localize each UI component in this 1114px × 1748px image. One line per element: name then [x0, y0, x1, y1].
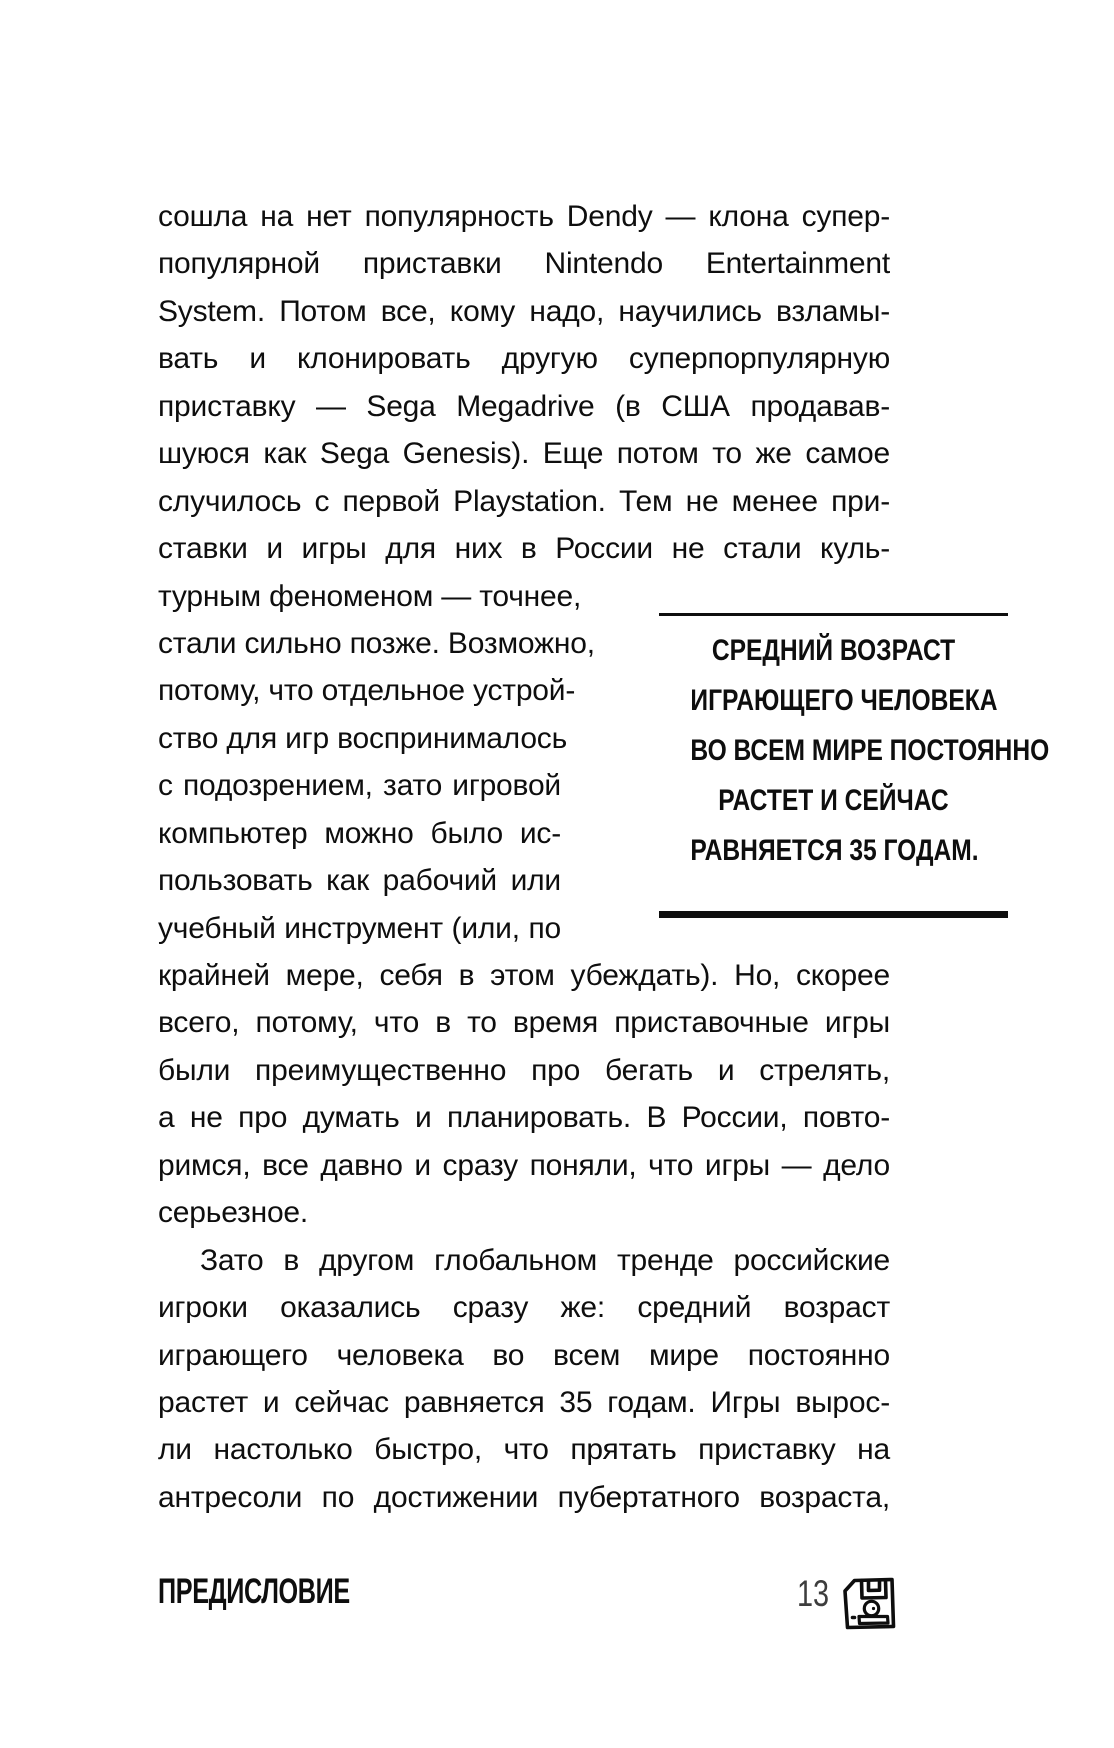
text-line: ство для игр воспринималось — [158, 721, 568, 755]
text-line: приставку — Sega Megadrive (в США продавав- — [158, 389, 890, 423]
text-line: пользовать как рабочий или — [158, 864, 561, 898]
text-line: антресоли по достижении пубертатного возраста, — [158, 1480, 890, 1514]
pull-quote-line: ИГРАЮЩЕГО ЧЕЛОВЕКА — [690, 684, 998, 717]
text-line: с подозрением, зато игровой — [158, 769, 561, 803]
text-line: игроки оказались сразу же: средний возраст — [158, 1291, 890, 1325]
text-line: стали сильно позже. Возможно, — [158, 626, 595, 660]
text-line: серьезное. — [158, 1196, 309, 1230]
text-line: шуюся как Sega Genesis). Еще потом то же самое — [158, 437, 890, 471]
text-line: всего, потому, что в то время приставочные игры — [158, 1006, 890, 1040]
floppy-disk-icon — [841, 1577, 899, 1636]
text-line: вать и клонировать другую суперпорпулярную — [158, 342, 890, 376]
text-line: римся, все давно и сразу поняли, что игры — дело — [158, 1148, 890, 1182]
pull-quote — [659, 613, 1050, 918]
text-line: растет и сейчас равняется 35 годам. Игры вырос- — [158, 1385, 890, 1419]
text-line: System. Потом все, кому надо, научились взламы- — [158, 294, 890, 328]
text-line: ставки и игры для них в России не стали куль- — [158, 532, 890, 566]
text-line: турным феноменом — точнее, — [158, 579, 582, 613]
pull-quote-line: ВО ВСЕМ МИРЕ ПОСТОЯННО — [690, 734, 1050, 767]
text-line: Зато в другом глобальном тренде российские — [200, 1243, 890, 1277]
text-line: были преимущественно про бегать и стрелять, — [158, 1053, 890, 1087]
text-line: популярной приставки Nintendo Entertainment — [158, 247, 890, 281]
text-line: а не про думать и планировать. В России, повто- — [158, 1101, 890, 1135]
text-line: компьютер можно было ис- — [158, 816, 561, 850]
text-line: потому, что отдельное устрой- — [158, 674, 576, 708]
page-number: 13 — [797, 1573, 830, 1614]
text-line: ли настолько быстро, что прятать приставку на — [158, 1433, 890, 1467]
text-line: сошла на нет популярность Dendy — клона супер- — [158, 200, 890, 233]
footer-section-title: ПРЕДИСЛОВИЕ — [158, 1572, 350, 1611]
text-line: случилось с первой Playstation. Тем не менее при- — [158, 484, 890, 518]
text-line: крайней мере, себя в этом убеждать). Но, скорее — [158, 959, 890, 992]
text-line: играющего человека во всем мире постоянно — [158, 1338, 890, 1372]
pull-quote-line: РАСТЕТ И СЕЙЧАС — [718, 784, 949, 817]
pull-quote-line: СРЕДНИЙ ВОЗРАСТ — [711, 634, 956, 667]
text-line: учебный инструмент (или, по — [158, 911, 561, 945]
pull-quote-line: РАВНЯЕТСЯ 35 ГОДАМ. — [690, 834, 979, 867]
